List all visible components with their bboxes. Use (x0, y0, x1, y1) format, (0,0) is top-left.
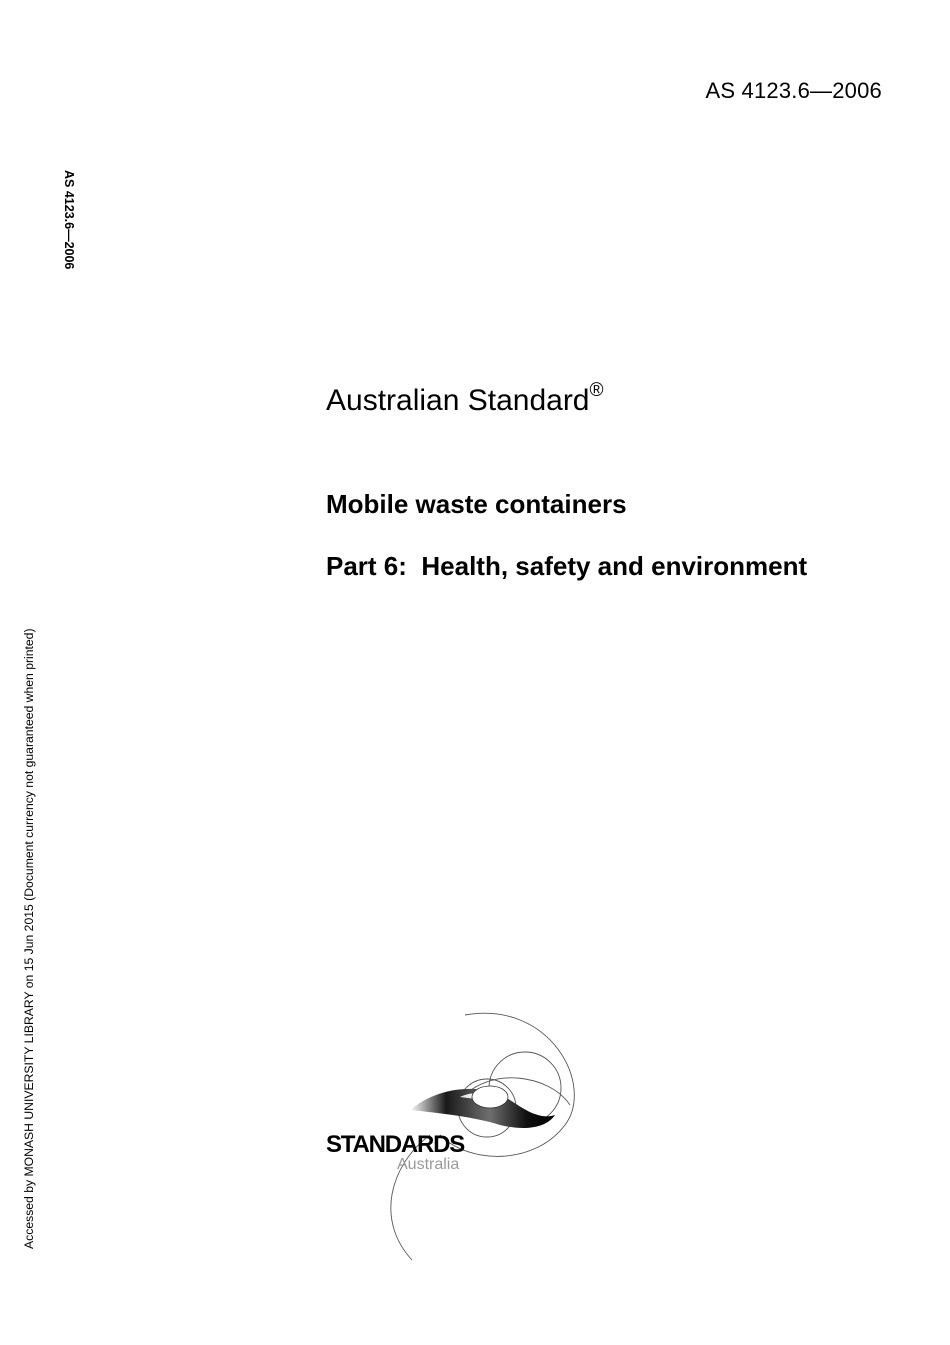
logo-wordmark: STANDARDS (326, 1131, 465, 1158)
standard-label-text: Australian Standard (326, 384, 590, 417)
standard-label (326, 380, 604, 418)
standards-australia-logo (320, 1005, 585, 1270)
logo-droplet (472, 1086, 508, 1108)
part-title-text: Health, safety and environment (421, 551, 808, 581)
registered-mark: ® (589, 380, 604, 401)
document-number: AS 4123.6—2006 (705, 78, 882, 103)
logo-subtext: Australia (397, 1156, 460, 1173)
spine-document-number: AS 4123.6—2006 (62, 170, 76, 270)
access-watermark: Accessed by MONASH UNIVERSITY LIBRARY on 15 Jun 2015 (Document currency not guaranteed when printed) (22, 628, 36, 1249)
part-label: Part 6: (326, 551, 407, 581)
document-title: Mobile waste containers (326, 489, 627, 519)
part-title (326, 551, 807, 582)
